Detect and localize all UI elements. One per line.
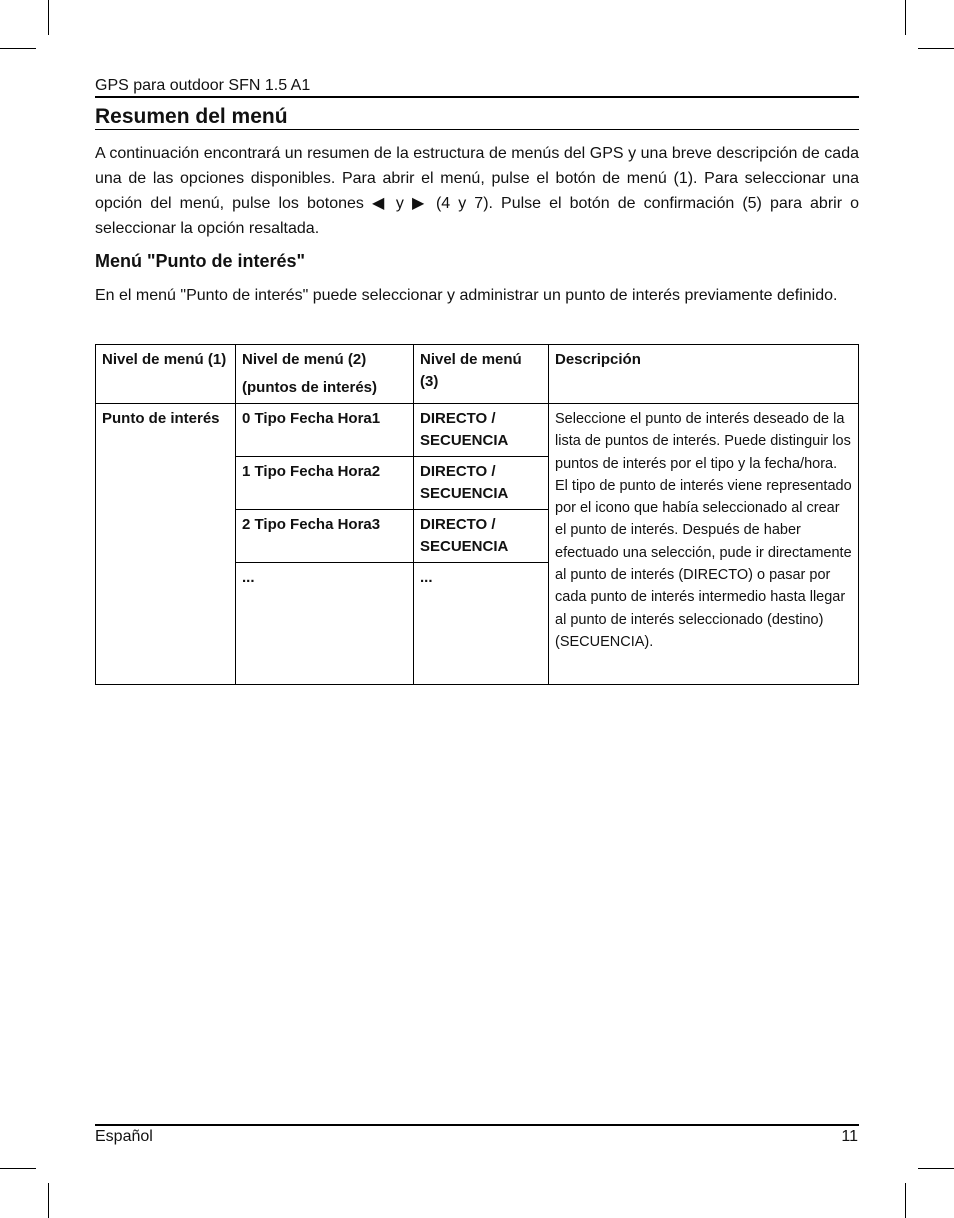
header-level2-line1: Nivel de menú (2) <box>242 351 367 368</box>
footer-language: Español <box>95 1128 153 1145</box>
header-description: Descripción <box>549 345 859 404</box>
subsection-intro: En el menú "Punto de interés" puede seleccionar y administrar un punto de interés previamente definido. <box>95 287 838 304</box>
crop-mark <box>905 0 906 35</box>
section-intro: A continuación encontrará un resumen de la estructura de menús del GPS y una breve descripción de cada una de las opciones disponibles. Para abrir el menú, pulse el botón de menú (1). Para seleccionar una opción del menú, pulse los botones ◀ y ▶ (4 y 7). Pulse el botón de confirmación (5) para abrir o seleccionar la opción resaltada. <box>95 145 859 237</box>
table-header-row <box>96 345 859 404</box>
footer-rule <box>95 1124 859 1126</box>
header-level2-line2: (puntos de interés) <box>242 379 378 396</box>
level3-cell: DIRECTO / SECUENCIA <box>414 404 549 457</box>
crop-mark <box>0 1168 36 1169</box>
section-title-rule <box>95 129 859 130</box>
running-header: GPS para outdoor SFN 1.5 A1 <box>95 77 311 94</box>
header-level3: Nivel de menú (3) <box>414 345 549 404</box>
crop-mark <box>0 48 36 49</box>
table-row <box>96 404 859 457</box>
header-rule <box>95 96 859 98</box>
level2-cell: 2 Tipo Fecha Hora3 <box>236 510 414 563</box>
menu-table <box>95 344 859 685</box>
subsection-title: Menú "Punto de interés" <box>95 251 306 271</box>
level2-cell: ... <box>236 563 414 685</box>
crop-mark <box>48 0 49 35</box>
description-cell: Seleccione el punto de interés deseado de la lista de puntos de interés. Puede distinguir los puntos de interés por el tipo y la fecha/hora. El tipo de punto de interés viene representado por el icono que había seleccionado al crear el punto de interés. Después de haber efectuado una selección, pude ir directamente al punto de interés (DIRECTO) o pasar por cada punto de interés intermedio hasta llegar al punto de interés seleccionado (destino) (SECUENCIA). <box>549 404 859 685</box>
section-title: Resumen del menú <box>95 105 288 128</box>
level3-cell: ... <box>414 563 549 685</box>
header-level2 <box>236 345 414 404</box>
crop-mark <box>48 1183 49 1218</box>
level2-cell: 0 Tipo Fecha Hora1 <box>236 404 414 457</box>
level1-cell: Punto de interés <box>96 404 236 685</box>
level2-cell: 1 Tipo Fecha Hora2 <box>236 457 414 510</box>
crop-mark <box>918 48 954 49</box>
crop-mark <box>905 1183 906 1218</box>
header-level1: Nivel de menú (1) <box>96 345 236 404</box>
level3-cell: DIRECTO / SECUENCIA <box>414 457 549 510</box>
level3-cell: DIRECTO / SECUENCIA <box>414 510 549 563</box>
crop-mark <box>918 1168 954 1169</box>
page-number: 11 <box>841 1128 858 1145</box>
